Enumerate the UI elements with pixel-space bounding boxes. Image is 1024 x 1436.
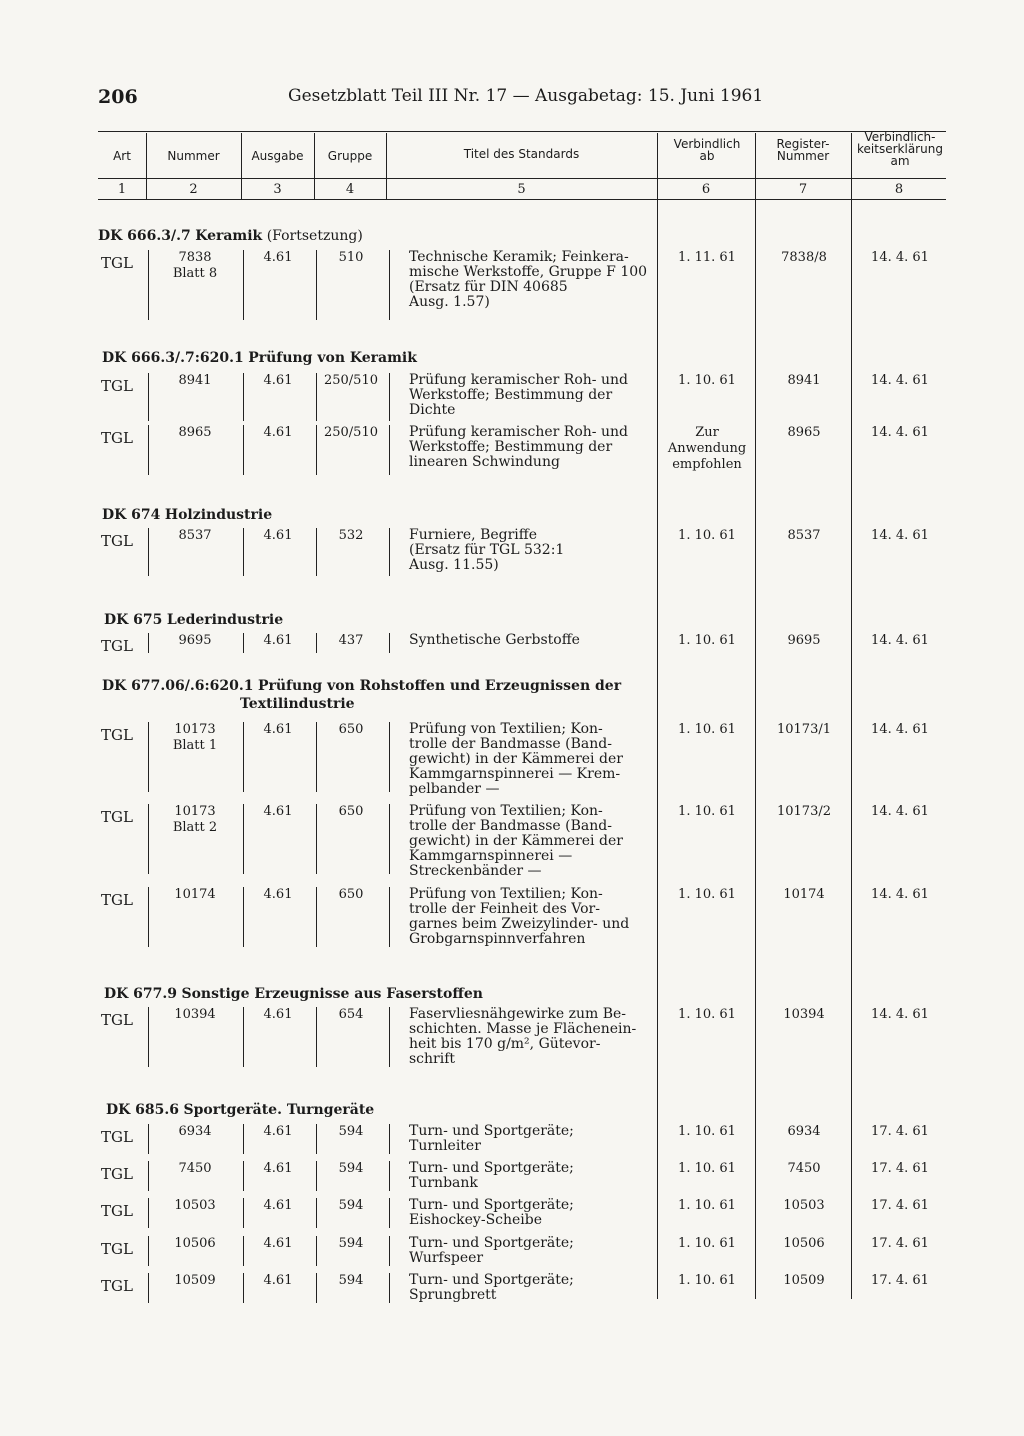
cell-ausgabe: 4.61 — [263, 887, 293, 902]
cell-nummer: 10509 — [174, 1273, 216, 1288]
row-divider — [243, 633, 244, 653]
section-title-continued: Textilindustrie — [240, 696, 355, 712]
cell-nummer: 10173 Blatt 1 — [172, 722, 218, 753]
cell-ausgabe: 4.61 — [263, 528, 293, 543]
cell-gruppe: 437 — [338, 633, 364, 648]
cell-titel: Faservliesnähgewirke zum Be- schichten. Masse je Flächenein- heit bis 170 g/m², Gütevor- schrift — [409, 1006, 637, 1067]
section-code: DK 675 — [104, 612, 163, 628]
cell-titel: Prüfung von Textilien; Kon- trolle der Feinheit des Vor- garnes beim Zweizylinder- und Grobgarnspinnverfahren — [409, 886, 630, 947]
row-divider — [316, 1236, 317, 1266]
column-header-nummer: Nummer — [167, 149, 220, 163]
cell-register: 7838/8 — [781, 250, 827, 265]
row-divider — [389, 633, 390, 653]
section-suffix: (Fortsetzung) — [266, 228, 363, 244]
row-divider — [389, 1124, 390, 1154]
cell-register: 10509 — [783, 1273, 825, 1288]
row-divider — [243, 1124, 244, 1154]
cell-register: 10506 — [783, 1236, 825, 1251]
cell-gruppe: 594 — [338, 1236, 364, 1251]
cell-ausgabe: 4.61 — [263, 250, 293, 265]
cell-art: TGL — [101, 1165, 133, 1183]
row-divider — [389, 722, 390, 792]
cell-art: TGL — [101, 891, 133, 909]
row-divider — [243, 250, 244, 320]
column-header-erklaerung: Verbindlich-keitserklärung am — [857, 130, 943, 168]
cell-verbindlich: Zur Anwendung empfohlen — [667, 425, 747, 472]
cell-register: 8941 — [787, 373, 821, 388]
cell-ausgabe: 4.61 — [263, 1236, 293, 1251]
cell-nummer: 7450 — [178, 1161, 212, 1176]
section-title: Sonstige Erzeugnisse aus Faserstoffen — [181, 986, 483, 1002]
cell-verbindlich: 1. 10. 61 — [678, 1198, 736, 1213]
section-title: Holzindustrie — [164, 507, 273, 523]
cell-register: 6934 — [787, 1124, 821, 1139]
cell-gruppe: 650 — [338, 804, 364, 819]
row-divider — [316, 804, 317, 874]
cell-register: 10173/2 — [776, 804, 831, 819]
cell-art: TGL — [101, 808, 133, 826]
cell-ausgabe: 4.61 — [263, 373, 293, 388]
cell-ausgabe: 4.61 — [263, 722, 293, 737]
row-divider — [148, 887, 149, 947]
cell-erklaerung: 17. 4. 61 — [871, 1124, 929, 1139]
row-divider — [243, 1198, 244, 1228]
column-number: 7 — [798, 182, 808, 197]
cell-verbindlich: 1. 10. 61 — [678, 1273, 736, 1288]
row-divider — [316, 425, 317, 475]
section-code: DK 685.6 — [106, 1102, 180, 1118]
cell-erklaerung: 14. 4. 61 — [871, 1007, 929, 1022]
section-title: Keramik — [195, 228, 263, 244]
cell-gruppe: 650 — [338, 722, 364, 737]
cell-art: TGL — [101, 254, 133, 272]
cell-verbindlich: 1. 10. 61 — [678, 528, 736, 543]
section-title: Sportgeräte. Turngeräte — [183, 1102, 375, 1118]
cell-nummer: 10503 — [174, 1198, 216, 1213]
row-divider — [148, 528, 149, 576]
cell-erklaerung: 17. 4. 61 — [871, 1273, 929, 1288]
row-divider — [389, 373, 390, 421]
section-heading — [102, 350, 417, 366]
cell-verbindlich: 1. 10. 61 — [678, 1161, 736, 1176]
cell-gruppe: 594 — [338, 1161, 364, 1176]
section-heading — [104, 986, 483, 1002]
cell-gruppe: 594 — [338, 1273, 364, 1288]
cell-titel: Synthetische Gerbstoffe — [409, 632, 580, 648]
section-heading — [104, 612, 283, 628]
cell-erklaerung: 14. 4. 61 — [871, 633, 929, 648]
table-top-rule — [98, 131, 946, 132]
column-header-art: Art — [113, 149, 131, 163]
section-code: DK 677.9 — [104, 986, 178, 1002]
column-header-register: Register-Nummer — [776, 137, 830, 163]
running-head: Gesetzblatt Teil III Nr. 17 — Ausgabetag: 15. Juni 1961 — [288, 86, 764, 106]
cell-art: TGL — [101, 1240, 133, 1258]
cell-ausgabe: 4.61 — [263, 1007, 293, 1022]
column-header-ausgabe: Ausgabe — [251, 149, 304, 163]
cell-erklaerung: 14. 4. 61 — [871, 250, 929, 265]
row-divider — [148, 373, 149, 421]
row-divider — [243, 804, 244, 874]
column-header-verbindlich: Verbindlich ab — [673, 137, 741, 163]
cell-nummer: 10506 — [174, 1236, 216, 1251]
cell-titel: Prüfung keramischer Roh- und Werkstoffe; Bestimmung der Dichte — [409, 372, 628, 418]
cell-verbindlich: 1. 10. 61 — [678, 887, 736, 902]
row-divider — [389, 425, 390, 475]
row-divider — [316, 1273, 317, 1303]
column-number: 5 — [517, 182, 526, 197]
row-divider — [243, 722, 244, 792]
cell-register: 7450 — [787, 1161, 821, 1176]
column-header-titel: Titel des Standards — [463, 147, 580, 161]
row-divider — [316, 1198, 317, 1228]
row-divider — [243, 1007, 244, 1067]
cell-gruppe: 594 — [338, 1124, 364, 1139]
cell-erklaerung: 17. 4. 61 — [871, 1161, 929, 1176]
row-divider — [316, 1124, 317, 1154]
cell-register: 10174 — [783, 887, 825, 902]
cell-ausgabe: 4.61 — [263, 1198, 293, 1213]
section-heading — [106, 1102, 374, 1118]
row-divider — [243, 1236, 244, 1266]
cell-nummer: 8941 — [178, 373, 212, 388]
cell-titel: Technische Keramik; Feinkera- mische Werkstoffe, Gruppe F 100 (Ersatz für DIN 40685 Ausg. 1.57) — [409, 249, 648, 310]
row-divider — [148, 1124, 149, 1154]
cell-ausgabe: 4.61 — [263, 1124, 293, 1139]
cell-art: TGL — [101, 377, 133, 395]
section-heading — [102, 507, 272, 523]
row-divider — [148, 1007, 149, 1067]
cell-titel: Turn- und Sportgeräte; Sprungbrett — [409, 1272, 574, 1303]
cell-titel: Turn- und Sportgeräte; Turnleiter — [409, 1123, 574, 1154]
row-divider — [148, 1161, 149, 1191]
row-divider — [389, 1198, 390, 1228]
cell-art: TGL — [101, 1128, 133, 1146]
column-divider-erklaerung — [851, 199, 852, 1299]
row-divider — [389, 804, 390, 874]
column-number: 3 — [273, 182, 282, 197]
row-divider — [148, 633, 149, 653]
cell-art: TGL — [101, 726, 133, 744]
row-divider — [148, 804, 149, 874]
column-divider-register — [755, 199, 756, 1299]
cell-verbindlich: 1. 11. 61 — [678, 250, 736, 265]
row-divider — [389, 528, 390, 576]
column-number: 6 — [701, 182, 711, 197]
cell-art: TGL — [101, 637, 133, 655]
section-title: Prüfung von Rohstoffen und Erzeugnissen der — [257, 678, 622, 694]
cell-titel: Prüfung von Textilien; Kon- trolle der Bandmasse (Band- gewicht) in der Kämmerei der Kammgarnspinnerei — Streckenbänder — — [409, 803, 623, 879]
cell-ausgabe: 4.61 — [263, 804, 293, 819]
section-code: DK 677.06/.6:620.1 — [102, 678, 254, 694]
row-divider — [316, 373, 317, 421]
cell-erklaerung: 17. 4. 61 — [871, 1236, 929, 1251]
cell-nummer: 9695 — [178, 633, 212, 648]
row-divider — [389, 887, 390, 947]
section-heading — [98, 228, 363, 244]
row-divider — [389, 250, 390, 320]
row-divider — [316, 1007, 317, 1067]
row-divider — [316, 633, 317, 653]
row-divider — [243, 887, 244, 947]
cell-erklaerung: 14. 4. 61 — [871, 804, 929, 819]
row-divider — [316, 887, 317, 947]
cell-register: 8965 — [787, 425, 821, 440]
cell-erklaerung: 14. 4. 61 — [871, 373, 929, 388]
cell-nummer: 10174 — [174, 887, 216, 902]
cell-ausgabe: 4.61 — [263, 1273, 293, 1288]
cell-verbindlich: 1. 10. 61 — [678, 722, 736, 737]
cell-erklaerung: 14. 4. 61 — [871, 722, 929, 737]
row-divider — [148, 250, 149, 320]
cell-gruppe: 594 — [338, 1198, 364, 1213]
row-divider — [243, 373, 244, 421]
cell-register: 9695 — [787, 633, 821, 648]
cell-nummer: 10394 — [174, 1007, 216, 1022]
section-code: DK 666.3/.7:620.1 — [102, 350, 244, 366]
row-divider — [148, 1236, 149, 1266]
table-number-rule — [98, 199, 946, 200]
section-code: DK 666.3/.7 — [98, 228, 191, 244]
cell-titel: Turn- und Sportgeräte; Eishockey-Scheibe — [409, 1197, 574, 1228]
row-divider — [148, 1273, 149, 1303]
table-header-rule — [98, 178, 946, 179]
cell-ausgabe: 4.61 — [263, 633, 293, 648]
row-divider — [148, 722, 149, 792]
cell-ausgabe: 4.61 — [263, 1161, 293, 1176]
row-divider — [316, 528, 317, 576]
cell-titel: Prüfung keramischer Roh- und Werkstoffe; Bestimmung der linearen Schwindung — [409, 424, 628, 470]
cell-register: 10173/1 — [776, 722, 831, 737]
column-header-gruppe: Gruppe — [327, 149, 373, 163]
cell-art: TGL — [101, 1202, 133, 1220]
section-heading — [102, 678, 621, 694]
cell-erklaerung: 14. 4. 61 — [871, 528, 929, 543]
cell-verbindlich: 1. 10. 61 — [678, 633, 736, 648]
row-divider — [148, 1198, 149, 1228]
cell-gruppe: 250/510 — [323, 425, 378, 440]
column-divider-verbindlich — [657, 199, 658, 1299]
cell-nummer: 10173 Blatt 2 — [172, 804, 218, 835]
cell-verbindlich: 1. 10. 61 — [678, 373, 736, 388]
cell-verbindlich: 1. 10. 61 — [678, 1007, 736, 1022]
row-divider — [316, 250, 317, 320]
cell-register: 8537 — [787, 528, 821, 543]
column-number: 2 — [189, 182, 198, 197]
cell-register: 10503 — [783, 1198, 825, 1213]
cell-nummer: 8537 — [178, 528, 212, 543]
page-number: 206 — [98, 86, 138, 108]
cell-gruppe: 250/510 — [323, 373, 378, 388]
cell-nummer: 7838 Blatt 8 — [172, 250, 218, 281]
cell-gruppe: 532 — [338, 528, 364, 543]
cell-art: TGL — [101, 1277, 133, 1295]
row-divider — [389, 1161, 390, 1191]
cell-art: TGL — [101, 429, 133, 447]
cell-nummer: 8965 — [178, 425, 212, 440]
row-divider — [243, 425, 244, 475]
row-divider — [389, 1007, 390, 1067]
cell-titel: Furniere, Begriffe (Ersatz für TGL 532:1 Ausg. 11.55) — [409, 527, 565, 573]
row-divider — [389, 1236, 390, 1266]
cell-art: TGL — [101, 532, 133, 550]
row-divider — [389, 1273, 390, 1303]
cell-ausgabe: 4.61 — [263, 425, 293, 440]
section-code: DK 674 — [102, 507, 161, 523]
row-divider — [316, 722, 317, 792]
column-number: 4 — [345, 182, 355, 197]
cell-register: 10394 — [783, 1007, 825, 1022]
row-divider — [316, 1161, 317, 1191]
cell-titel: Prüfung von Textilien; Kon- trolle der Bandmasse (Band- gewicht) in der Kämmerei der Kammgarnspinnerei — Krem- pelbander — — [409, 721, 623, 797]
row-divider — [243, 528, 244, 576]
row-divider — [243, 1161, 244, 1191]
cell-verbindlich: 1. 10. 61 — [678, 1236, 736, 1251]
cell-erklaerung: 14. 4. 61 — [871, 887, 929, 902]
cell-gruppe: 650 — [338, 887, 364, 902]
section-title: Lederindustrie — [166, 612, 284, 628]
cell-art: TGL — [101, 1011, 133, 1029]
column-number: 1 — [117, 182, 127, 197]
cell-titel: Turn- und Sportgeräte; Turnbank — [409, 1160, 574, 1191]
column-number: 8 — [894, 182, 904, 197]
cell-titel: Turn- und Sportgeräte; Wurfspeer — [409, 1235, 574, 1266]
row-divider — [243, 1273, 244, 1303]
cell-gruppe: 654 — [338, 1007, 364, 1022]
section-title: Prüfung von Keramik — [248, 350, 417, 366]
cell-verbindlich: 1. 10. 61 — [678, 804, 736, 819]
cell-verbindlich: 1. 10. 61 — [678, 1124, 736, 1139]
cell-nummer: 6934 — [178, 1124, 212, 1139]
cell-erklaerung: 17. 4. 61 — [871, 1198, 929, 1213]
cell-erklaerung: 14. 4. 61 — [871, 425, 929, 440]
row-divider — [148, 425, 149, 475]
cell-gruppe: 510 — [338, 250, 364, 265]
